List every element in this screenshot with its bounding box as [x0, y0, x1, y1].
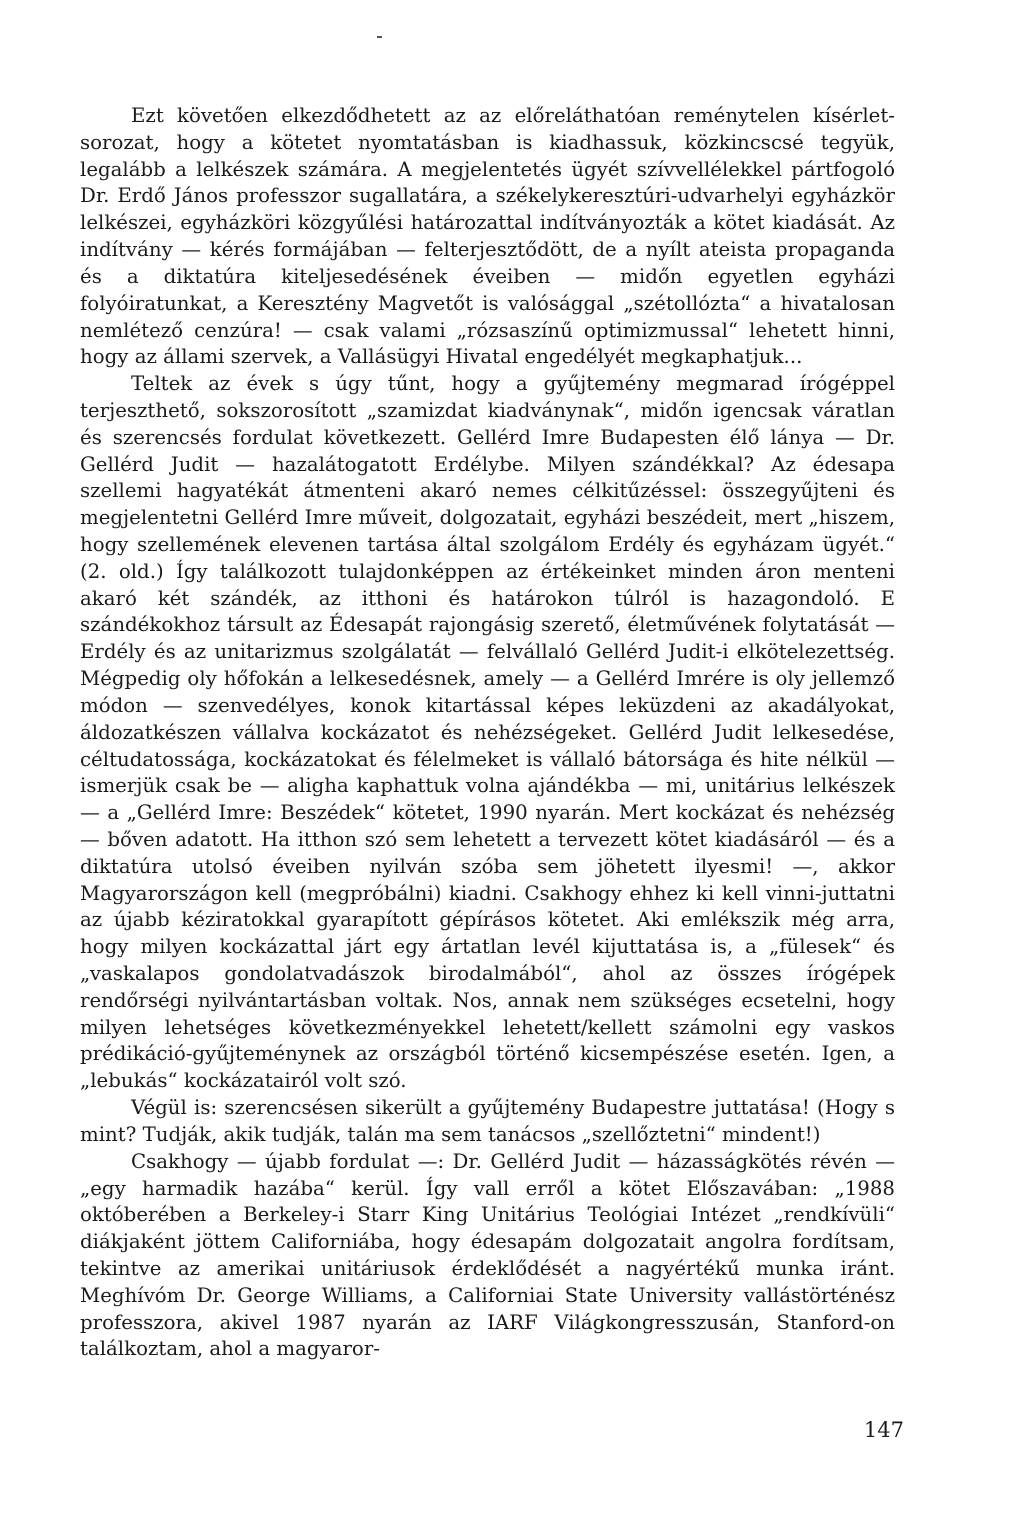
body-text — [80, 103, 895, 1363]
paragraph-3: Végül is: szerencsésen sikerült a gyűjtemény Budapestre juttatása! (Hogy s mint? Tudják, akik tudják, talán ma sem tanácsos „szellőztetni“ mindent!) — [80, 1096, 895, 1146]
paragraph-2: Teltek az évek s úgy tűnt, hogy a gyűjtemény megmarad írógéppel terjeszthető, sokszorosított „szamizdat kiadványnak“, midőn igencsak váratlan és szerencsés fordulat következett. Gellérd Imre Budapesten élő lánya — Dr. Gellérd Judit — hazalátogatott Erdélybe. Milyen szándékkal? Az édesapa szellemi hagyatékát átmenteni akaró nemes célkitűzéssel: összegyűjteni és megjelentetni Gellérd Imre műveit, dolgozatait, egyházi beszédeit, mert „hiszem, hogy szellemének elevenen tartása által szolgálom Erdély és egyházam ügyét.“ (2. old.) Így találkozott tulajdonképpen az értékeinket minden áron menteni akaró két szándék, az itthoni és határokon túlról is hazagondoló. E szándékokhoz társult az Édesapát rajongásig szerető, életművének folytatását — Erdély és az unitarizmus szolgálatát — felvállaló Gellérd Judit-i elkötelezettség. Mégpedig oly hőfokán a lelkesedésnek, amely — a Gellérd Imrére is oly jellemző módon — szenvedélyes, konok kitartással képes leküzdeni az akadályokat, áldozatkészen vállalva kockázatot és nehézségeket. Gellérd Judit lelkesedése, céltudatossága, kockázatokat és félelmeket is vállaló bátorsága és hite nélkül — ismerjük csak be — aligha kaphattuk volna ajándékba — mi, unitárius lelkészek — a „Gellérd Imre: Beszédek“ kötetet, 1990 nyarán. Mert kockázat és nehézség — bőven adatott. Ha itthon szó sem lehetett a tervezett kötet kiadásáról — és a diktatúra utolsó éveiben nyilván szóba sem jöhetett ilyesmi! —, akkor Magyarországon kell (megpróbálni) kiadni. Csakhogy ehhez ki kell vinni-juttatni az újabb kéziratokkal gyarapított gépírásos kötetet. Aki emlékszik még arra, hogy milyen kockázattal járt egy ártatlan levél kijuttatása is, a „fülesek“ és „vaskalapos gondolatvadászok birodalmából“, ahol az összes írógépek rendőrségi nyilvántartásban voltak. Nos, annak nem szükséges ecsetelni, hogy milyen lehetséges következményekkel lehetett/kellett számolni egy vaskos prédikáció-gyűjteménynek az országból történő kicsempészése esetén. Igen, a „lebukás“ kockázatairól volt szó. — [80, 372, 895, 1093]
paragraph-4: Csakhogy — újabb fordulat —: Dr. Gellérd Judit — házasságkötés révén — „egy harmadik hazába“ kerül. Így vall erről a kötet Előszavában: „1988 októberében a Berkeley-i Starr King Unitárius Teológiai Intézet „rendkívüli“ diákjaként jöttem Californiába, hogy édesapám dolgozatait angolra fordítsam, tekintve az amerikai unitáriusok érdeklődését a nagyértékű munka iránt. Meghívóm Dr. George Williams, a Californiai State University vallástörténész professzora, akivel 1987 nyarán az IARF Világkongresszusán, Stanford-on találkoztam, ahol a magyaror- — [80, 1149, 895, 1361]
paragraph-1: Ezt követően elkezdődhetett az az előreláthatóan reménytelen kísérlet-sorozat, hogy a kötetet nyomtatásban is kiadhassuk, közkincscsé tegyük, legalább a lelkészek számára. A megjelentetés ügyét szívvellélekkel pártfogoló Dr. Erdő János professzor sugallatára, a székelykeresztúri-udvarhelyi egyházkör lelkészei, egyházköri közgyűlési határozattal indítványozták a kötet kiadását. Az indítvány — kérés formájában — felterjesztődött, de a nyílt ateista propaganda és a diktatúra kiteljesedésének éveiben — midőn egyetlen egyházi folyóiratunkat, a Keresztény Magvetőt is valósággal „szétollózta“ a hivatalosan nemlétező cenzúra! — csak valami „rózsaszínű optimizmussal“ lehetett hinni, hogy az állami szervek, a Vallásügyi Hivatal engedélyét megkaphatjuk... — [80, 104, 895, 369]
page-number: 147 — [863, 1418, 904, 1442]
scan-speck — [377, 36, 382, 38]
